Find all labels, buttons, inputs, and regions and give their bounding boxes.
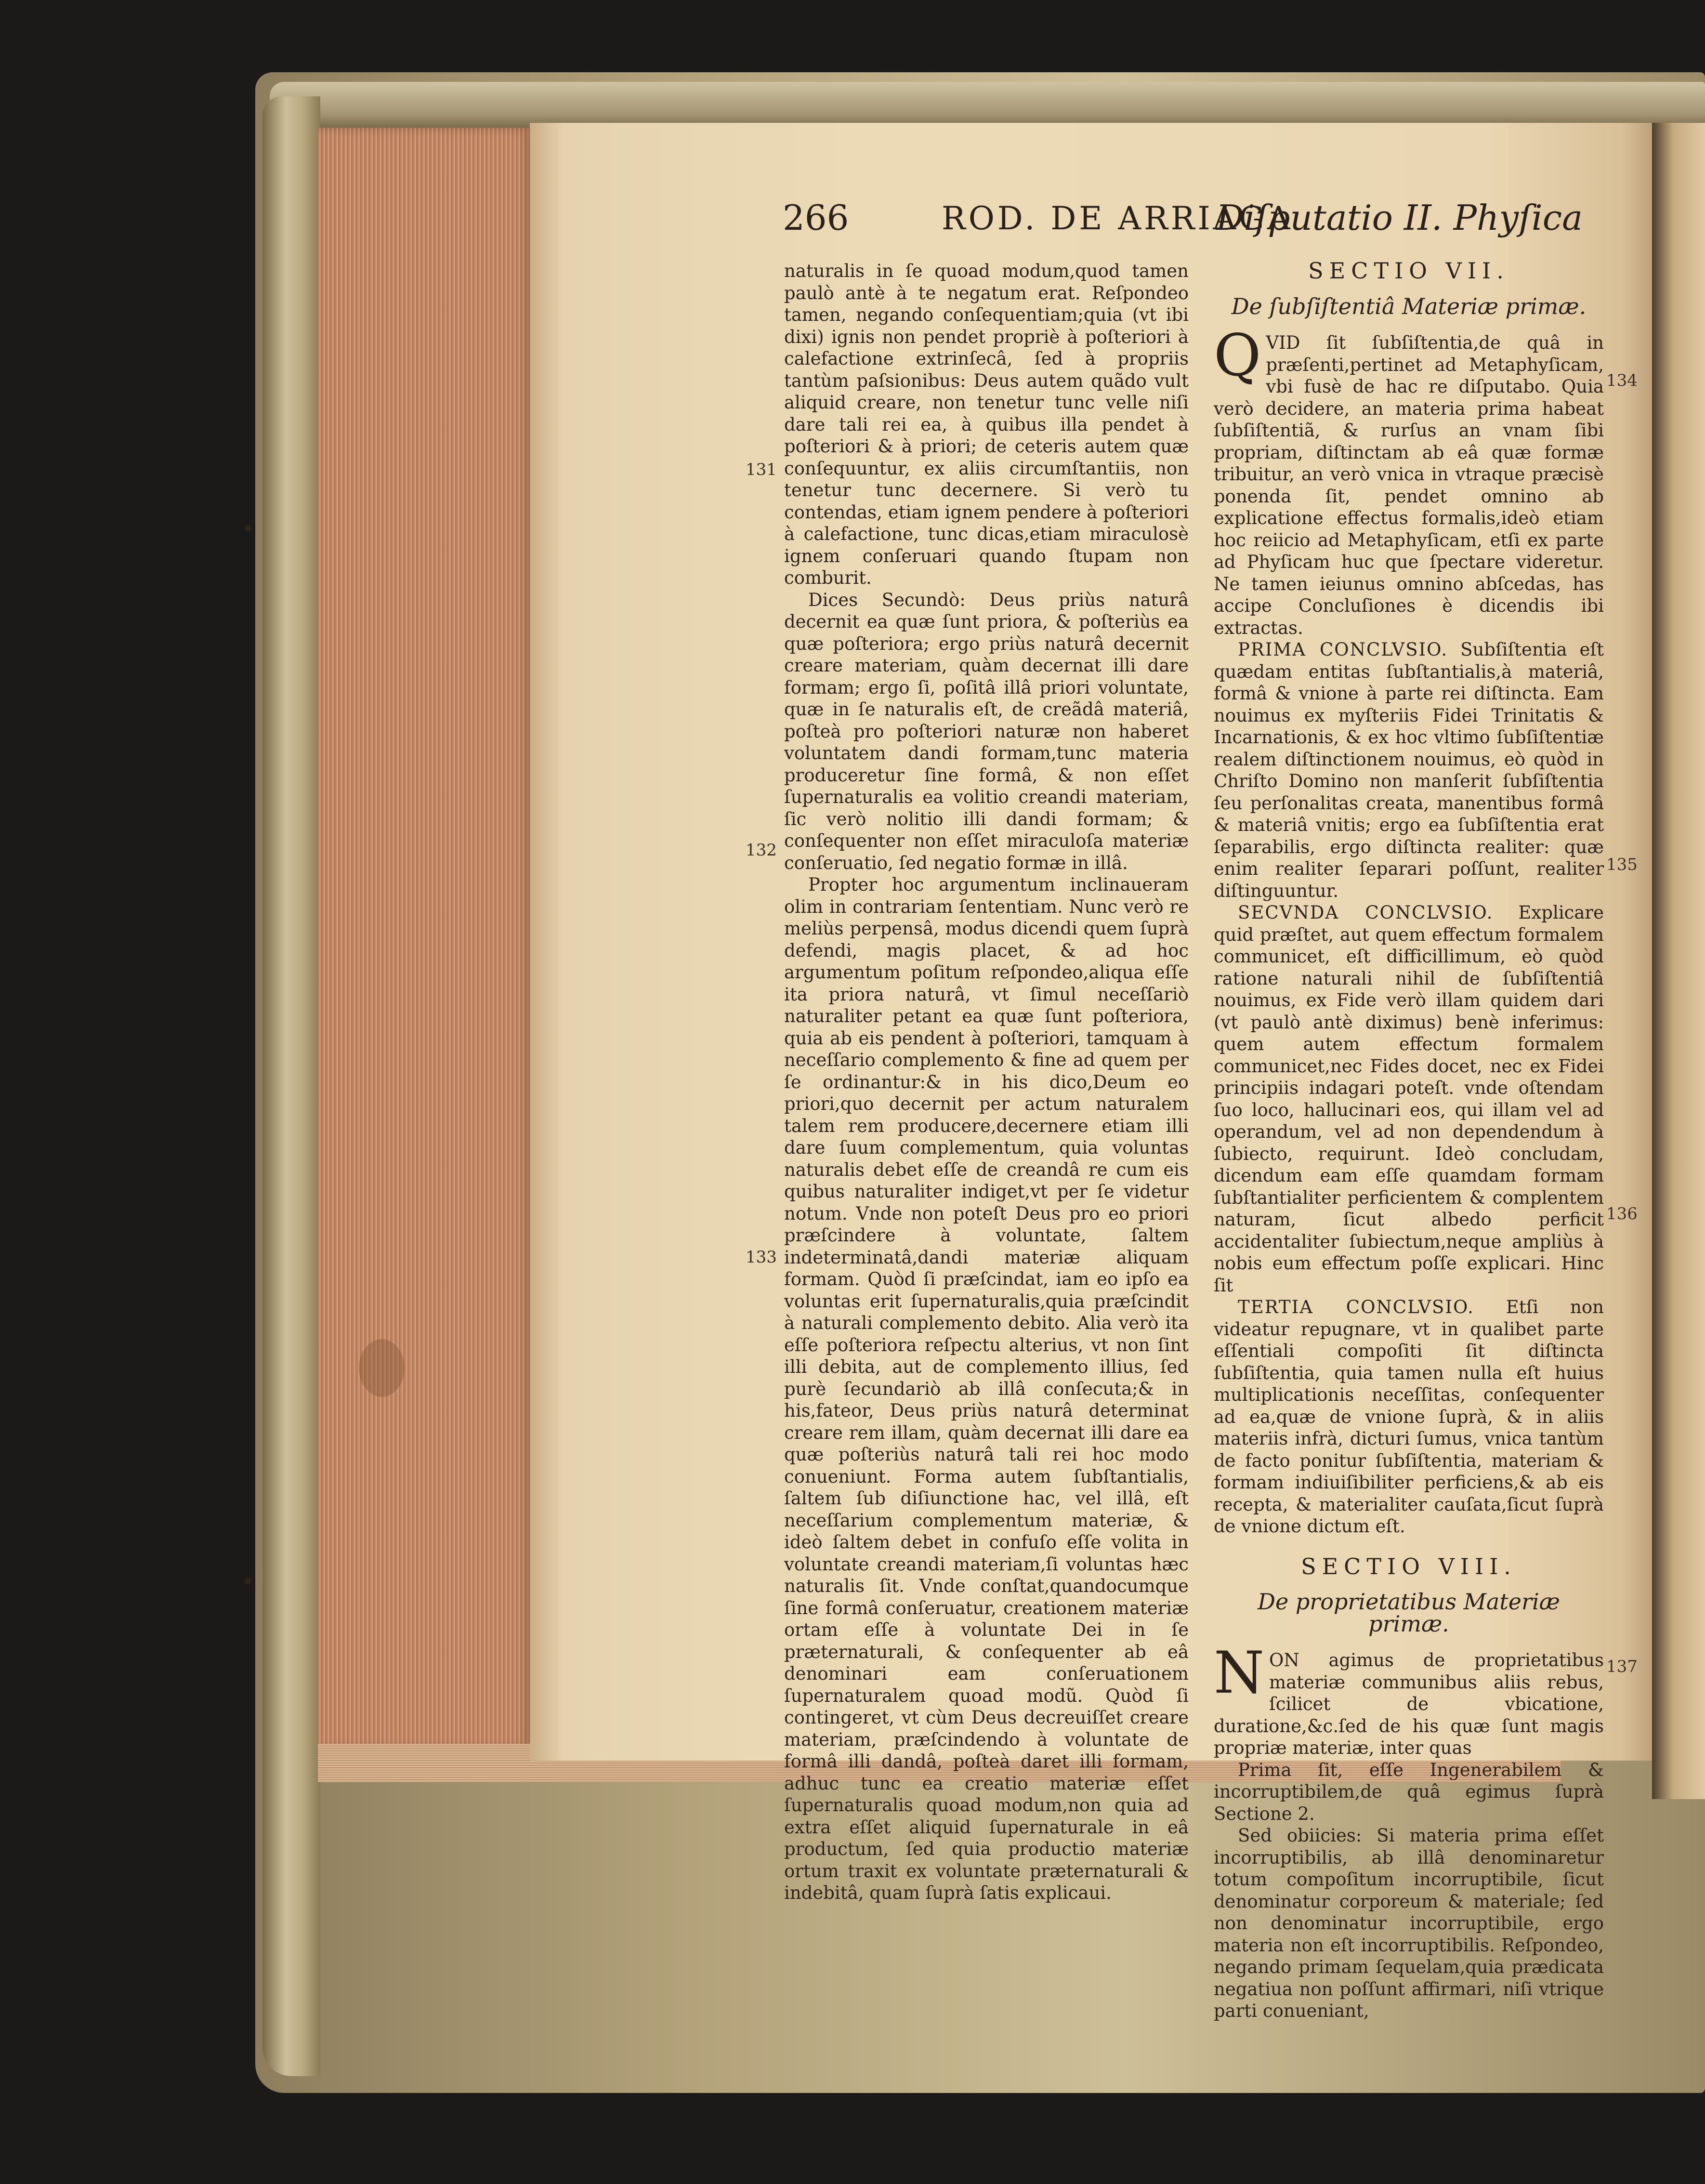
margin-number: 134 bbox=[1606, 371, 1638, 390]
section-title: SECTIO VII. bbox=[1308, 258, 1509, 284]
running-head-author: ROD. DE ARRIAGA bbox=[942, 200, 1293, 237]
running-head-title: Diſputatio II. Phyſica bbox=[1216, 197, 1583, 238]
paragraph: Prima ſit, eſſe Ingenerabilem & incorruptibilem,de quâ egimus ſuprà Sectione 2. bbox=[1214, 1759, 1604, 1824]
facing-page-gutter bbox=[1652, 123, 1705, 1799]
margin-number: 133 bbox=[746, 1248, 777, 1267]
book-spine bbox=[262, 96, 320, 2076]
section-title: SECTIO VIII. bbox=[1301, 1553, 1517, 1579]
paragraph bbox=[1214, 902, 1604, 1296]
conclusio-label: TERTIA CONCLVSIO. bbox=[1238, 1297, 1474, 1317]
paragraph-text: Subſiſtentia eſt quædam entitas ſubſtantialis,à materiâ, formâ & vnione à parte rei diſtincta. Eam nouimus ex myſteriis Fidei Trinitatis & Incarnationis, & ex hoc vltimo ſubſiſtentiæ realem diſtinctionem nouimus, eò quòd in Chriſto Domino non manſerit ſubſiſtentia ſeu perſonalitas creata, manentibus formâ & materiâ vnitis; ergo ea ſubſiſtentia erat ſeparabilis, ergo diſtincta realiter: quæ enim realiter ſeparari poſſunt, realiter diſtinguuntur. bbox=[1214, 639, 1604, 901]
clasp-rivet bbox=[245, 1578, 251, 1584]
paragraph-text: ON agimus de proprietatibus materiæ communibus aliis rebus, ſcilicet de vbicatione, duratione,&c.ſed de his quæ ſunt magis propriæ materiæ, inter quas bbox=[1214, 1650, 1604, 1758]
drop-capital: Q bbox=[1214, 322, 1261, 389]
margin-number: 137 bbox=[1606, 1657, 1638, 1676]
margin-number: 131 bbox=[746, 460, 777, 479]
margin-number: 132 bbox=[746, 841, 777, 860]
page-edges bbox=[318, 128, 532, 1749]
paragraph-text: VID ſit ſubſiſtentia,de quâ in præſenti,pertinet ad Metaphyſicam, vbi fusè de hac re diſputabo. Quia verò decidere, an materia prima habeat ſubſiſtentiã, & rurſus an vnam ſibi propriam, diſtinctam ab eâ quæ formæ tribuitur, an verò vnica in vtraque præcisè ponenda ſit, pendet omnino ab explicatione effectus formalis,ideò etiam hoc reiicio ad Metaphyſicam, etſi ex parte ad Phyſicam huc que ſpectare videretur. Ne tamen ieiunus omnino abſcedas, has accipe Concluſiones è dicendis ibi extractas. bbox=[1214, 332, 1604, 638]
margin-number: 135 bbox=[1606, 855, 1638, 874]
paragraph bbox=[1214, 322, 1604, 639]
right-text-column bbox=[1214, 260, 1604, 2022]
page-number: 266 bbox=[783, 197, 849, 238]
margin-number: 136 bbox=[1606, 1204, 1638, 1224]
stain-mark bbox=[359, 1339, 405, 1397]
paragraph: naturalis in ſe quoad modum,quod tamen paulò antè à te negatum erat. Reſpondeo tamen, negando conſequentiam;quia (vt ibi dixi) ignis non pendet propriè à poſteriori à calefactione extrinſecâ, ſed à propriis tantùm paſsionibus: Deus autem quãdo vult aliquid creare, non tenetur tunc velle niſi dare tali rei ea, à quibus illa pendet à poſteriori & à priori; de ceteris autem quæ conſequuntur, ex aliis circumſtantiis, non tenetur tunc decernere. Si verò tu contendas, etiam ignem pendere à poſteriori à calefactione, tunc dicas,etiam miraculosè ignem conſeruari quando ſtupam non comburit. bbox=[784, 261, 1189, 588]
clasp-rivet bbox=[245, 525, 251, 532]
paragraph bbox=[1214, 1640, 1604, 1759]
paragraph: Propter hoc argumentum inclinaueram olim in contrariam ſententiam. Nunc verò re meliùs perpensâ, modus dicendi quem ſuprà defendi, magis placet, & ad hoc argumentum poſitum reſpondeo,aliqua eſſe ita priora naturâ, vt ſimul neceſſariò naturaliter petant ea quæ ſunt poſteriora, quia ab eis pendent à poſteriori, tamquam à neceſſario complemento & fine ad quem per ſe ordinantur:& in his dico,Deum eo priori,quo decernit per actum naturalem talem rem producere,decernere etiam illi dare ſuum complementum, quia voluntas naturalis debet eſſe de creandâ re cum eis quibus naturaliter indiget,vt per ſe videtur notum. Vnde non poteſt Deus pro eo priori præſcindere à voluntate, ſaltem indeterminatâ,dandi materiæ aliquam formam. Quòd ſi præſcindat, iam eo ipſo ea voluntas erit ſupernaturalis,quia præſcindit à naturali complemento debito. Alia verò ita eſſe poſteriora reſpectu alterius, vt non ſint illi debita, aut de complemento illius, ſed purè ſecundariò ab illâ conſecuta;& in his,fateor, Deus priùs naturâ determinat creare rem illam, quàm decernat illi dare ea quæ poſteriùs naturâ tali rei hoc modo conueniunt. Forma autem ſubſtantialis, ſaltem ſub diſiunctione hac, vel illâ, eſt neceſſarium complementum materiæ, & ideò ſaltem debet in confuſo eſſe volita in voluntate creandi materiam,ſi voluntas hæc naturalis ſit. Vnde conſtat,quandocumque ſine formâ conſeruatur, creationem materiæ ortam eſſe à voluntate Dei in ſe præternaturali, & conſequenter ab eâ denominari eam conſeruationem ſupernaturalem quoad modũ. Quòd ſi contingeret, vt cùm Deus decreuiſſet creare materiam, præſcindendo à voluntate de formâ illi dandâ, poſteà daret illi formam, adhuc tunc ea creatio materiæ eſſet ſupernaturalis quoad modum,non quia ad extra eſſet aliquid ſupernaturale in eâ productum, ſed quia productio materiæ ortum traxit ex voluntate præternaturali & indebitâ, quam ſuprà ſatis explicaui. bbox=[784, 874, 1189, 1903]
paragraph bbox=[1214, 1296, 1604, 1538]
paragraph: Sed obiicies: Si materia prima eſſet incorruptibilis, ab illâ denominaretur totum compoſitum incorruptibile, ſicut denominatur corporeum & materiale; ſed non denominatur incorruptibile, ergo materia non eſt incorruptibilis. Reſpondeo, negando primam ſequelam,quia prædicata negatiua non poſſunt affirmari, niſi vtrique parti conueniant, bbox=[1214, 1825, 1604, 2021]
section-subtitle: De ſubſiſtentiâ Materiæ primæ. bbox=[1231, 293, 1587, 319]
book-top-edge bbox=[270, 82, 1705, 128]
paragraph-text: Explicare quid præſtet, aut quem effectum formalem communicet, eſt difficillimum, eò quòd ratione naturali nihil de ſubſiſtentiâ nouimus, ex Fide verò illam quidem dari (vt paulò antè diximus) benè inferimus: quem autem effectum formalem communicet,nec Fides docet, nec ex Fidei principiis indagari poteſt. vnde oſtendam ſuo loco, hallucinari eos, qui illam vel ad operandum, vel ad non dependendum à ſubiecto, requirunt. Ideò concludam, dicendum eam eſſe quamdam formam ſubſtantialiter perficientem & complentem naturam, ſicut albedo perficit accidentaliter ſubiectum,neque ampliùs à nobis eum effectum poſſe explicari. Hinc ſit bbox=[1214, 902, 1604, 1296]
conclusio-label: PRIMA CONCLVSIO. bbox=[1238, 639, 1448, 660]
conclusio-label: SECVNDA CONCLVSIO. bbox=[1238, 902, 1494, 923]
section-subtitle: De proprietatibus Materiæ primæ. bbox=[1258, 1589, 1560, 1637]
paragraph: Dices Secundò: Deus priùs naturâ decernit ea quæ ſunt priora, & poſteriùs ea quæ poſteriora; ergo priùs naturâ decernit creare materiam, quàm decernat illi dare formam; ergo ſi, poſitâ illâ priori voluntate, quæ in ſe naturalis eſt, de creãdâ materiâ, poſteà pro poſteriori naturæ non haberet voluntatem dandi formam,tunc materia produceretur ſine formâ, & non eſſet ſupernaturalis ea volitio creandi materiam, ſic verò nolitio illi dandi formam; & conſequenter non eſſet miraculoſa materiæ conſeruatio, ſed negatio formæ in illâ. bbox=[784, 589, 1189, 873]
left-text-column bbox=[784, 260, 1189, 1904]
paragraph bbox=[1214, 639, 1604, 902]
drop-capital: N bbox=[1214, 1640, 1264, 1707]
paragraph-text: Etſi non videatur repugnare, vt in qualibet parte eſſentiali compoſiti ſit diſtincta ſubſiſtentia, quia tamen nulla eſt huius multiplicationis neceſſitas, conſequenter ad ea,quæ de vnione ſuprà, & in aliis materiis infrà, dicturi ſumus, vnica tantùm de facto ponitur ſubſiſtentia, materiam & formam indiuiſibiliter perficiens,& ab eis recepta, & materialiter cauſata,ſicut ſuprà de vnione dictum eſt. bbox=[1214, 1297, 1604, 1537]
